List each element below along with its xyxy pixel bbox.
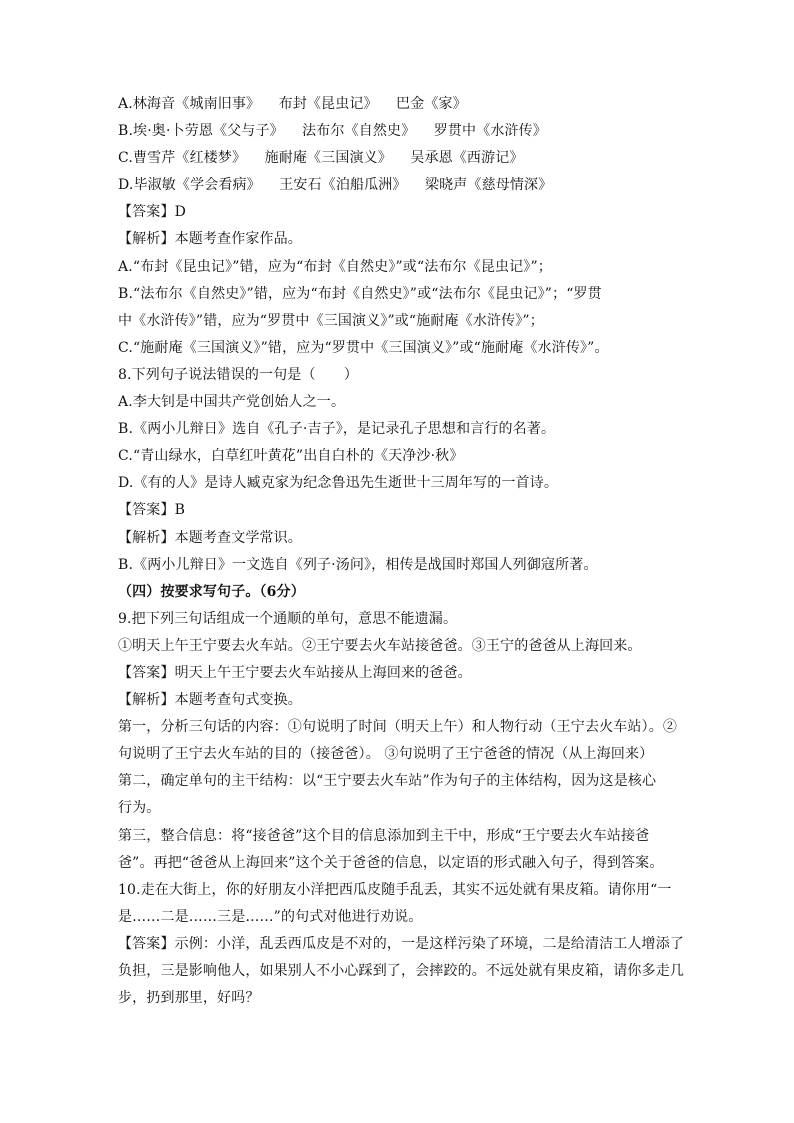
analysis-text: B.“法布尔《自然史》”错，应为“布封《自然史》”或“法布尔《昆虫记》”；“罗贯: [118, 285, 602, 302]
question-10: 10.走在大街上，你的好朋友小洋把西瓜皮随手乱丢，其实不远处就有果皮箱。请你用“一: [118, 881, 672, 898]
option-d-line: D.《有的人》是诗人臧克家为纪念鲁迅先生逝世十三周年写的一首诗。: [118, 475, 558, 492]
option-b-line: B.《两小儿辩日》选自《孔子·吉子》，是记录孔子思想和言行的名著。: [118, 421, 556, 438]
analysis-text: 第二，确定单句的主干结构：以“王宁要去火车站”作为句子的主体结构，因为这是核心: [118, 773, 657, 790]
answer-line: 【答案】D: [118, 204, 186, 221]
answer-text: 步，扔到那里，好吗？: [118, 990, 260, 1007]
analysis-text: 行为。: [118, 800, 161, 817]
option-a-line: A.李大钊是中国共产党创始人之一。: [118, 394, 346, 411]
analysis-line: 【解析】本题考查句式变换。: [118, 692, 302, 709]
option-a-line: A.林海音《城南旧事》 布封《昆虫记》 巴金《家》: [118, 96, 467, 112]
analysis-line: 【解析】本题考查作家作品。: [118, 231, 302, 248]
option-d-line: D.毕淑敏《学会看病》 王安石《泊船瓜洲》 梁晓声《慈母情深》: [118, 177, 553, 194]
answer-line: 【答案】明天上午王宁要去火车站接从上海回来的爸爸。: [118, 664, 472, 681]
analysis-text: A.“布封《昆虫记》”错，应为“布封《自然史》”或“法布尔《昆虫记》”；: [118, 258, 552, 275]
option-b-line: B.埃·奥·卜劳恩《父与子》 法布尔《自然史》 罗贯中《水浒传》: [118, 123, 547, 140]
answer-text: 负担，三是影响他人，如果别人不小心踩到了，会摔跤的。不远处就有果皮箱，请你多走几: [118, 963, 684, 979]
document-body: [118, 91, 686, 1012]
analysis-text: 第三，整合信息：将“接爸爸”这个目的信息添加到主干中，形成“王宁要去火车站接爸: [118, 827, 650, 844]
analysis-text: 句说明了王宁去火车站的目的（接爸爸）。 ③句说明了王宁爸爸的情况（从上海回来）: [118, 746, 654, 763]
analysis-text: 第一，分析三句话的内容：①句说明了时间（明天上午）和人物行动（王宁去火车站）。②: [118, 719, 677, 736]
analysis-line: 【解析】本题考查文学常识。: [118, 529, 302, 546]
question-8: 8.下列句子说法错误的一句是（ ）: [118, 366, 359, 383]
question-text: ①明天上午王宁要去火车站。②王宁要去火车站接爸爸。③王宁的爸爸从上海回来。: [118, 637, 642, 654]
analysis-text: C.“施耐庵《三国演义》”错，应为“罗贯中《三国演义》”或“施耐庵《水浒传》”。: [118, 339, 609, 356]
option-c-line: C.曹雪芹《红楼梦》 施耐庵《三国演义》 吴承恩《西游记》: [118, 150, 524, 167]
analysis-text: B.《两小儿辩日》一文选自《列子·汤问》，相传是战国时郑国人列御寇所著。: [118, 556, 598, 573]
analysis-text: 爸”。再把“爸爸从上海回来”这个关于爸爸的信息，以定语的形式融入句子，得到答案。: [118, 854, 664, 871]
answer-line: 【答案】B: [118, 502, 186, 519]
question-9: 9.把下列三句话组成一个通顺的单句，意思不能遗漏。: [118, 610, 458, 627]
analysis-text: 中《水浒传》”错，应为“罗贯中《三国演义》”或“施耐庵《水浒传》”；: [118, 312, 544, 329]
section-heading: （四）按要求写句子。（6分）: [118, 583, 305, 600]
option-c-line: C.“青山绿水，白草红叶黄花”出自白朴的《天净沙·秋》: [118, 448, 464, 465]
answer-line: 【答案】示例：小洋，乱丢西瓜皮是不对的，一是这样污染了环境，二是给清洁工人增添了: [118, 935, 684, 952]
question-text: 是……二是……三是……”的句式对他进行劝说。: [118, 908, 423, 925]
